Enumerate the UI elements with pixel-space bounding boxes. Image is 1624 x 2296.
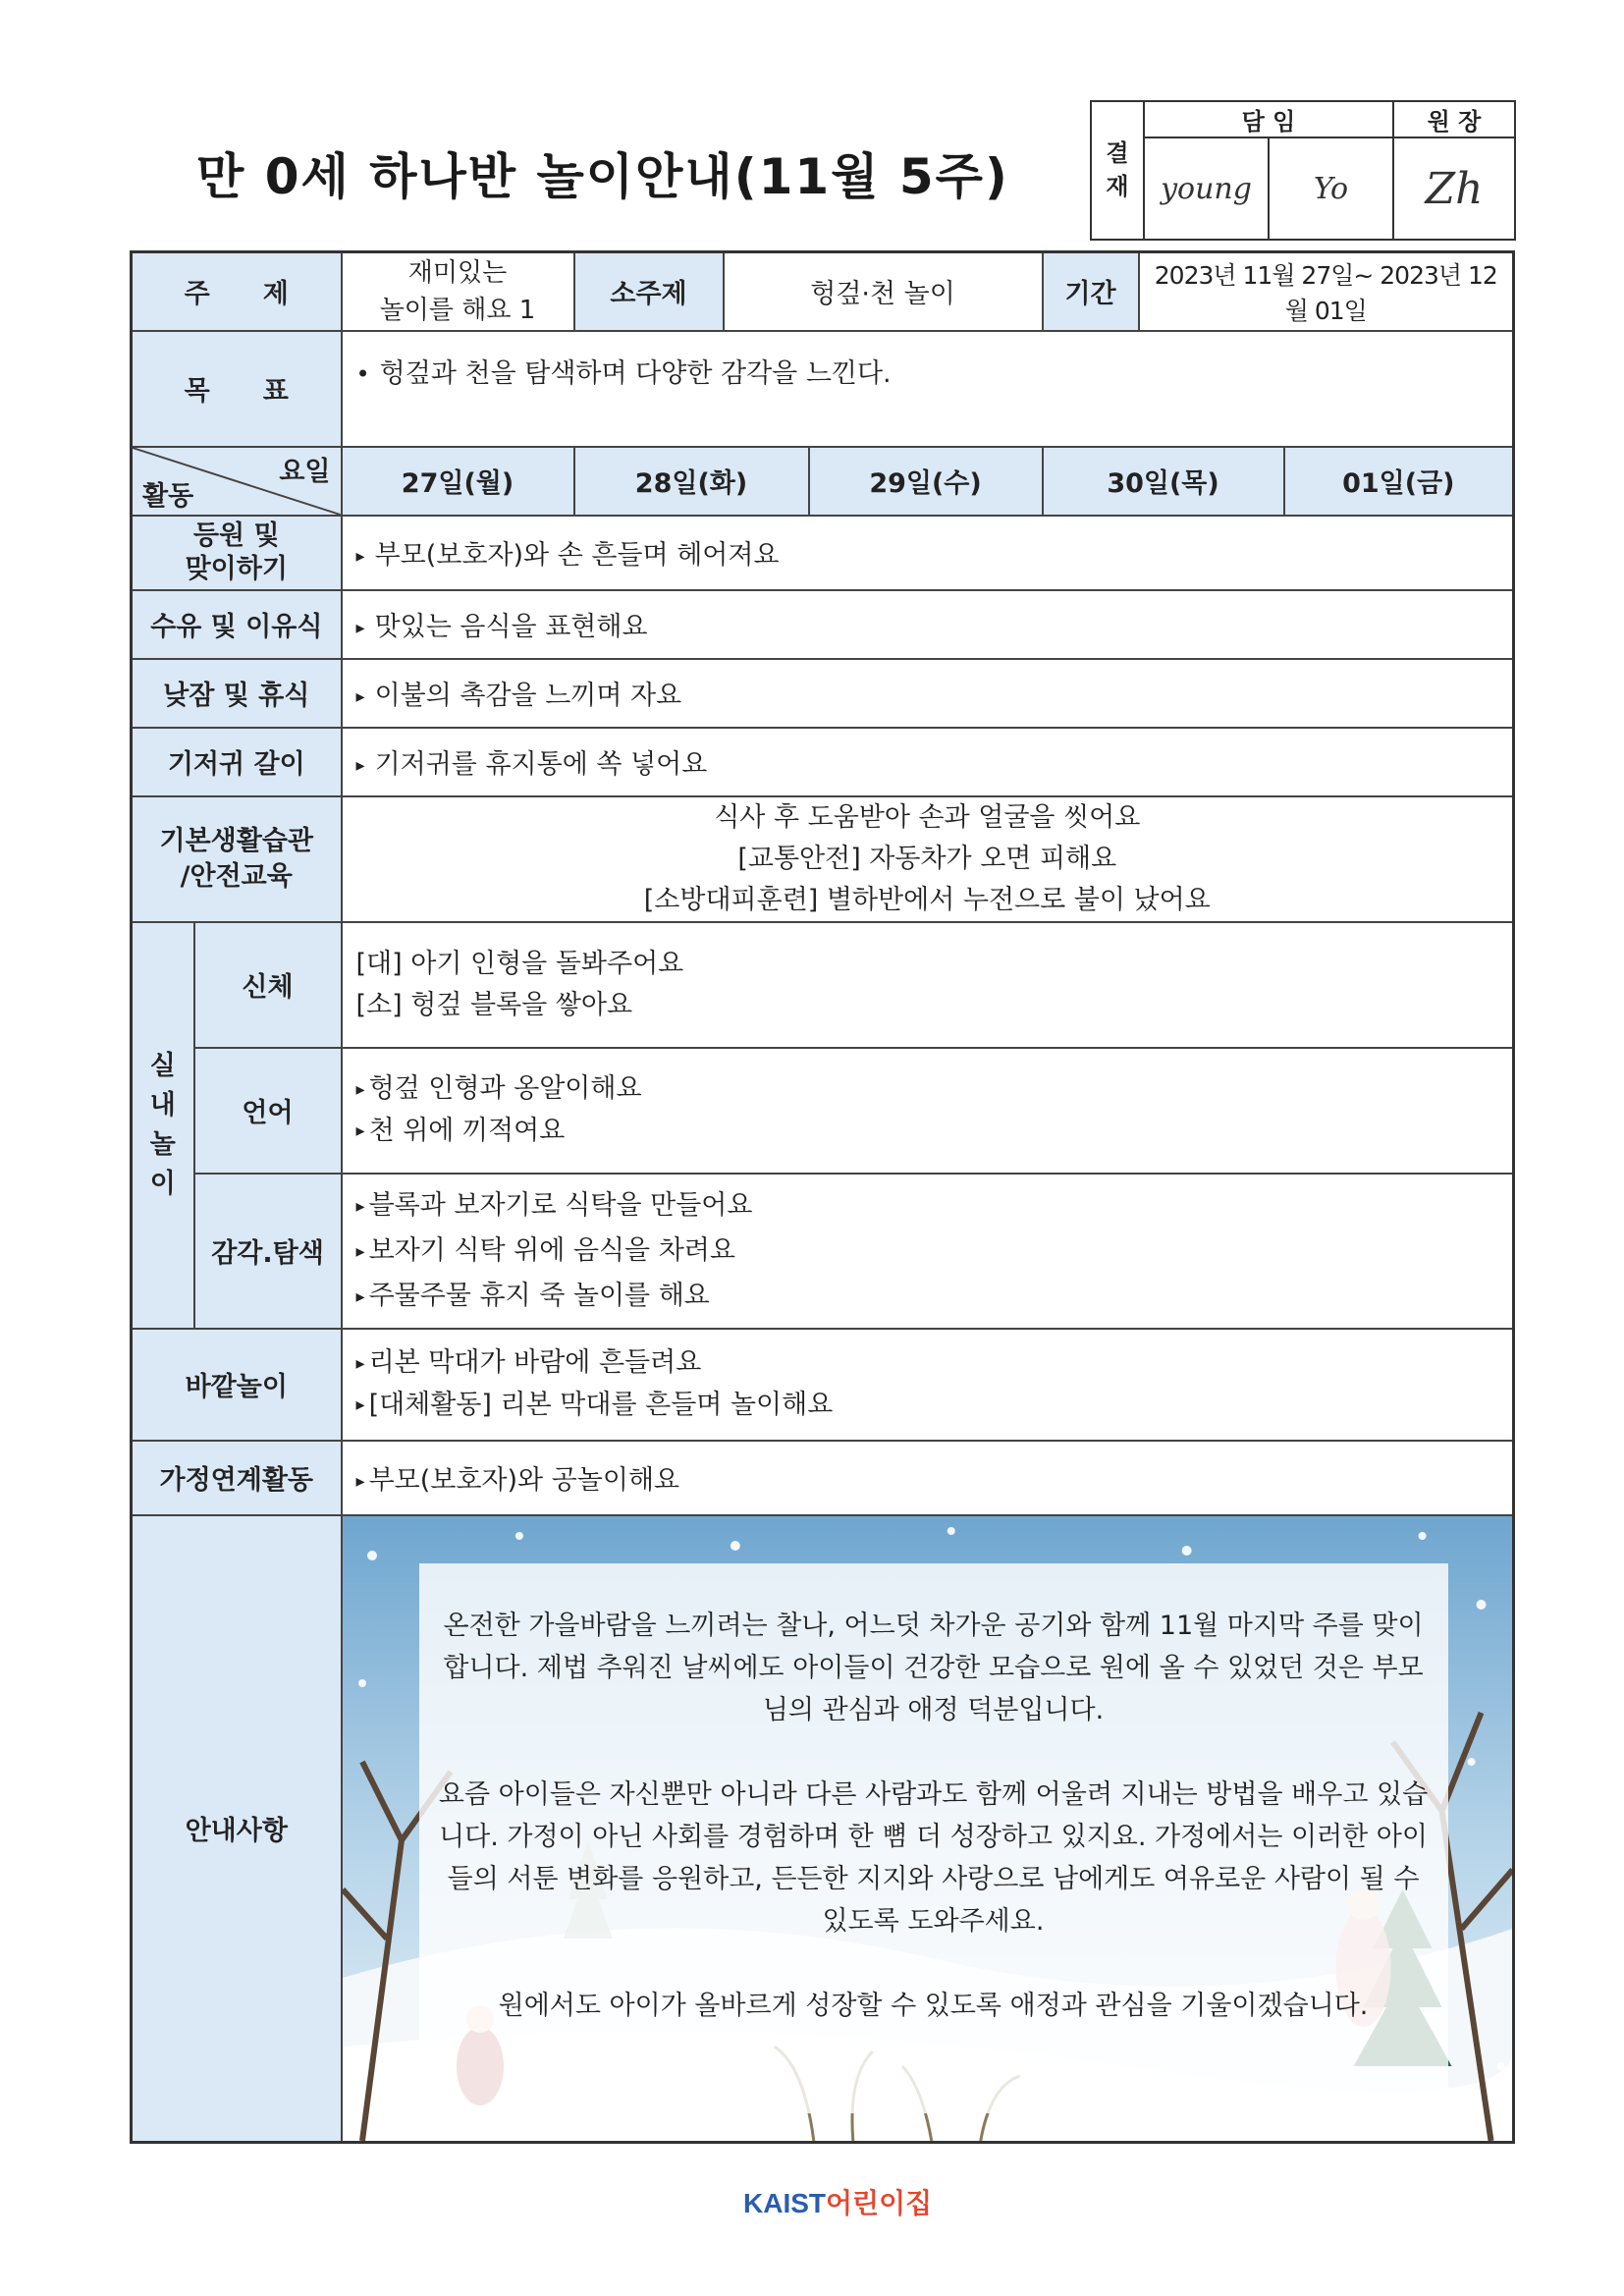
bullet-icon: ▸: [355, 1352, 365, 1374]
language-cell: [342, 1048, 1514, 1174]
corner-day-label: 요일: [279, 456, 331, 487]
bullet-icon: ▸: [355, 1121, 365, 1141]
bullet-icon: ▸: [355, 1195, 365, 1217]
routine-label-arrival: 등원 및 맞이하기: [132, 516, 342, 590]
bullet-icon: ▸: [355, 1471, 365, 1492]
bullet-icon: ▸: [355, 546, 365, 567]
kaist-logo: [743, 2182, 932, 2221]
subtheme-label: 소주제: [574, 252, 724, 331]
subtheme-value: 헝겊·천 놀이: [724, 252, 1043, 331]
notice-paragraph: 온전한 가을바람을 느끼려는 찰나, 어느덧 차가운 공기와 함께 11월 마지막 주를 맞이합니다. 제법 추워진 날씨에도 아이들이 건강한 모습으로 원에 올 수 있었던 것은 부모님의 관심과 애정 덕분입니다.: [443, 1610, 1424, 1725]
sensory-line: 보자기 식탁 위에 음식을 차려요: [368, 1234, 735, 1266]
outdoor-line: [대체활동] 리본 막대를 흔들며 놀이해요: [368, 1389, 834, 1420]
approval-box: [1090, 100, 1516, 241]
routine-feeding: [342, 590, 1514, 659]
language-label: 언어: [194, 1048, 342, 1174]
routine-diaper: [342, 728, 1514, 796]
routine-label-nap: 낮잠 및 휴식: [132, 659, 342, 728]
day-wed: 29일(수): [809, 447, 1043, 516]
sensory-line: 블록과 보자기로 식탁을 만들어요: [368, 1189, 753, 1221]
routine-text: 맛있는 음식을 표현해요: [374, 612, 648, 642]
sensory-cell: [342, 1174, 1514, 1329]
physical-cell: [342, 922, 1514, 1048]
day-fri: 01일(금): [1284, 447, 1514, 516]
signature-1: young: [1161, 171, 1252, 206]
day-thu: 30일(목): [1043, 447, 1284, 516]
routine-arrival: [342, 516, 1514, 590]
sensory-line: 주물주물 휴지 죽 놀이를 해요: [368, 1280, 710, 1311]
basic-habits-cell: [342, 796, 1514, 922]
physical-label: 신체: [194, 922, 342, 1048]
bullet-icon: ▸: [355, 618, 365, 638]
corner-activity-label: 활동: [142, 480, 194, 512]
logo-ko: 어린이집: [826, 2187, 933, 2219]
theme-value: 재미있는 놀이를 해요 1: [342, 252, 574, 331]
notice-paragraph: 요즘 아이들은 자신뿐만 아니라 다른 사람과도 함께 어울려 지내는 방법을 배우고 있습니다. 가정이 아닌 사회를 경험하며 한 뼘 더 성장하고 있지요. 가정에서는 이러한 아이들의 서툰 변화를 응원하고, 든든한 지지와 사랑으로 남에게도 여유로운 사람이 될 수 있도록 도와주세요.: [438, 1778, 1429, 1937]
bullet-icon: •: [355, 360, 370, 388]
sensory-label: 감각.탐색: [194, 1174, 342, 1329]
theme-label: 주 제: [132, 252, 342, 331]
day-activity-corner: [132, 447, 342, 516]
language-line: 헝겊 인형과 옹알이해요: [368, 1073, 642, 1104]
signature-2: Yo: [1313, 171, 1349, 206]
day-tue: 28일(화): [574, 447, 809, 516]
routine-text: 기저귀를 휴지통에 쏙 넣어요: [374, 749, 708, 780]
bullet-icon: ▸: [355, 1078, 365, 1100]
day-mon: 27일(월): [342, 447, 574, 516]
routine-label-diaper: 기저귀 갈이: [132, 728, 342, 796]
outdoor-line: 리본 막대가 바람에 흔들려요: [368, 1347, 702, 1378]
physical-line: [대] 아기 인형을 돌봐주어요: [355, 948, 684, 979]
notice-text: [433, 1605, 1435, 2069]
bullet-icon: ▸: [355, 755, 365, 776]
notice-cell: [342, 1515, 1514, 2143]
routine-nap: [342, 659, 1514, 728]
period-label: 기간: [1043, 252, 1139, 331]
routine-text: 부모(보호자)와 손 흔들며 헤어져요: [374, 540, 780, 571]
approval-label: 결 재: [1091, 101, 1144, 240]
physical-line: [소] 헝겊 블록을 쌓아요: [355, 989, 633, 1020]
bullet-icon: ▸: [355, 1394, 365, 1415]
outdoor-cell: [342, 1329, 1514, 1441]
approval-director-header: 원 장: [1393, 101, 1515, 137]
logo-en: KAIST: [743, 2188, 826, 2218]
family-label: 가정연계활동: [132, 1441, 342, 1515]
family-text: 부모(보호자)와 공놀이해요: [368, 1465, 680, 1496]
indoor-play-label: 실 내 놀 이: [132, 922, 194, 1329]
bullet-icon: ▸: [355, 1285, 365, 1307]
language-line: 천 위에 끼적여요: [368, 1115, 566, 1146]
goal-text: 헝겊과 천을 탐색하며 다양한 감각을 느낀다.: [379, 357, 892, 389]
goal-cell: [342, 331, 1514, 447]
goal-label: 목 표: [132, 331, 342, 447]
plan-table: [130, 250, 1515, 2144]
basic-habit-line: 식사 후 도움받아 손과 얼굴을 씻어요: [714, 801, 1141, 833]
outdoor-label: 바깥놀이: [132, 1329, 342, 1441]
routine-label-feeding: 수유 및 이유식: [132, 590, 342, 659]
page-title: 만 0세 하나반 놀이안내(11월 5주): [196, 148, 1009, 205]
basic-habit-line: [소방대피훈련] 별하반에서 누전으로 불이 났어요: [643, 884, 1211, 915]
period-value: 2023년 11월 27일~ 2023년 12월 01일: [1139, 252, 1514, 331]
notice-paragraph: 원에서도 아이가 올바르게 성장할 수 있도록 애정과 관심을 기울이겠습니다.: [498, 1990, 1369, 2021]
basic-habit-line: [교통안전] 자동차가 오면 피해요: [737, 843, 1117, 874]
notice-label: 안내사항: [132, 1515, 342, 2143]
bullet-icon: ▸: [355, 686, 365, 707]
basic-habits-label: 기본생활습관 /안전교육: [132, 796, 342, 922]
routine-text: 이불의 촉감을 느끼며 자요: [374, 681, 682, 711]
family-cell: [342, 1441, 1514, 1515]
signature-3: Zh: [1425, 163, 1484, 214]
approval-teacher-header: 담 임: [1144, 101, 1393, 137]
bullet-icon: ▸: [355, 1240, 365, 1262]
